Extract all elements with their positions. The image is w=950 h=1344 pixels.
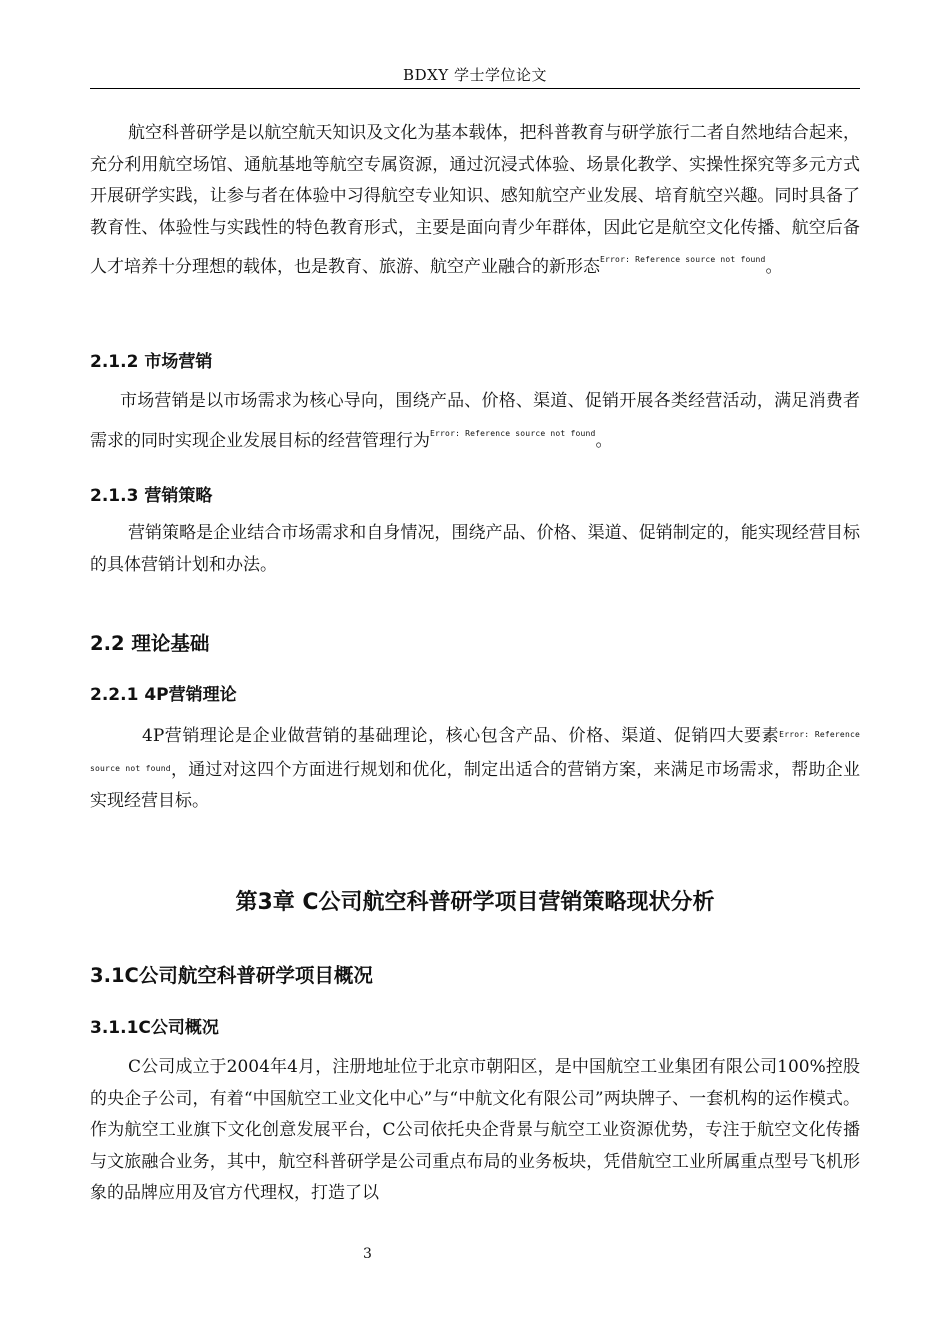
heading-3-1-1: 3.1.1C公司概况 (90, 1018, 219, 1038)
heading-2-1-2: 2.1.2 市场营销 (90, 352, 213, 372)
paragraph-2-2-1 (90, 719, 860, 818)
page-header-title: BDXY 学士学位论文 (403, 66, 547, 84)
paragraph-2-1-2 (90, 386, 860, 457)
paragraph-3-1-1: C公司成立于2004年4月，注册地址位于北京市朝阳区，是中国航空工业集团有限公司100%控股的央企子公司，有着“中国航空工业文化中心”与“中航文化有限公司”两块牌子、一套机构的运作模式。作为航空工业旗下文化创意发展平台，C公司依托央企背景与航空工业资源优势，专注于航空文化传播与文旅融合业务，其中，航空科普研学是公司重点布局的业务板块，凭借航空工业所属重点型号飞机形象的品牌应用及官方代理权，打造了以 (90, 1057, 860, 1203)
heading-2-1-3: 2.1.3 营销策略 (90, 486, 213, 506)
reference-error-marker: Error: Reference source not found (430, 428, 596, 438)
paragraph-2-1-3: 营销策略是企业结合市场需求和自身情况，围绕产品、价格、渠道、促销制定的，能实现经营目标的具体营销计划和办法。 (90, 523, 860, 575)
heading-3-1: 3.1C公司航空科普研学项目概况 (90, 964, 373, 987)
reference-error-marker: Error: Reference source not found (90, 730, 860, 773)
intro-paragraph-text: 航空科普研学是以航空航天知识及文化为基本载体，把科普教育与研学旅行二者自然地结合起来，充分利用航空场馆、通航基地等航空专属资源，通过沉浸式体验、场景化教学、实操性探究等多元方式开展研学实践，让参与者在体验中习得航空专业知识、感知航空产业发展、培育航空兴趣。同时具备了教育性、体验性与实践性的特色教育形式，主要是面向青少年群体，因此它是航空文化传播、航空后备人才培养十分理想的载体，也是教育、旅游、航空产业融合的新形态 (90, 123, 860, 277)
paragraph-2-2-1-text: 4P营销理论是企业做营销的基础理论，核心包含产品、价格、渠道、促销四大要素 (142, 726, 780, 746)
intro-paragraph-end: 。 (765, 257, 783, 277)
heading-2-2: 2.2 理论基础 (90, 632, 210, 655)
paragraph-2-2-1-text-after: ，通过对这四个方面进行规划和优化，制定出适合的营销方案，来满足市场需求，帮助企业实现经营目标。 (90, 759, 861, 811)
heading-2-2-1: 2.2.1 4P营销理论 (90, 685, 237, 705)
paragraph-2-1-2-end: 。 (595, 430, 613, 451)
reference-error-marker: Error: Reference source not found (600, 255, 766, 264)
header-divider (90, 88, 860, 89)
paragraph-2-1-2-text: 市场营销是以市场需求为核心导向，围绕产品、价格、渠道、促销开展各类经营活动，满足消费者需求的同时实现企业发展目标的经营管理行为 (90, 391, 860, 451)
intro-paragraph (90, 118, 860, 284)
page-number: 3 (363, 1246, 372, 1262)
chapter-3-title: 第3章 C公司航空科普研学项目营销策略现状分析 (235, 890, 715, 915)
